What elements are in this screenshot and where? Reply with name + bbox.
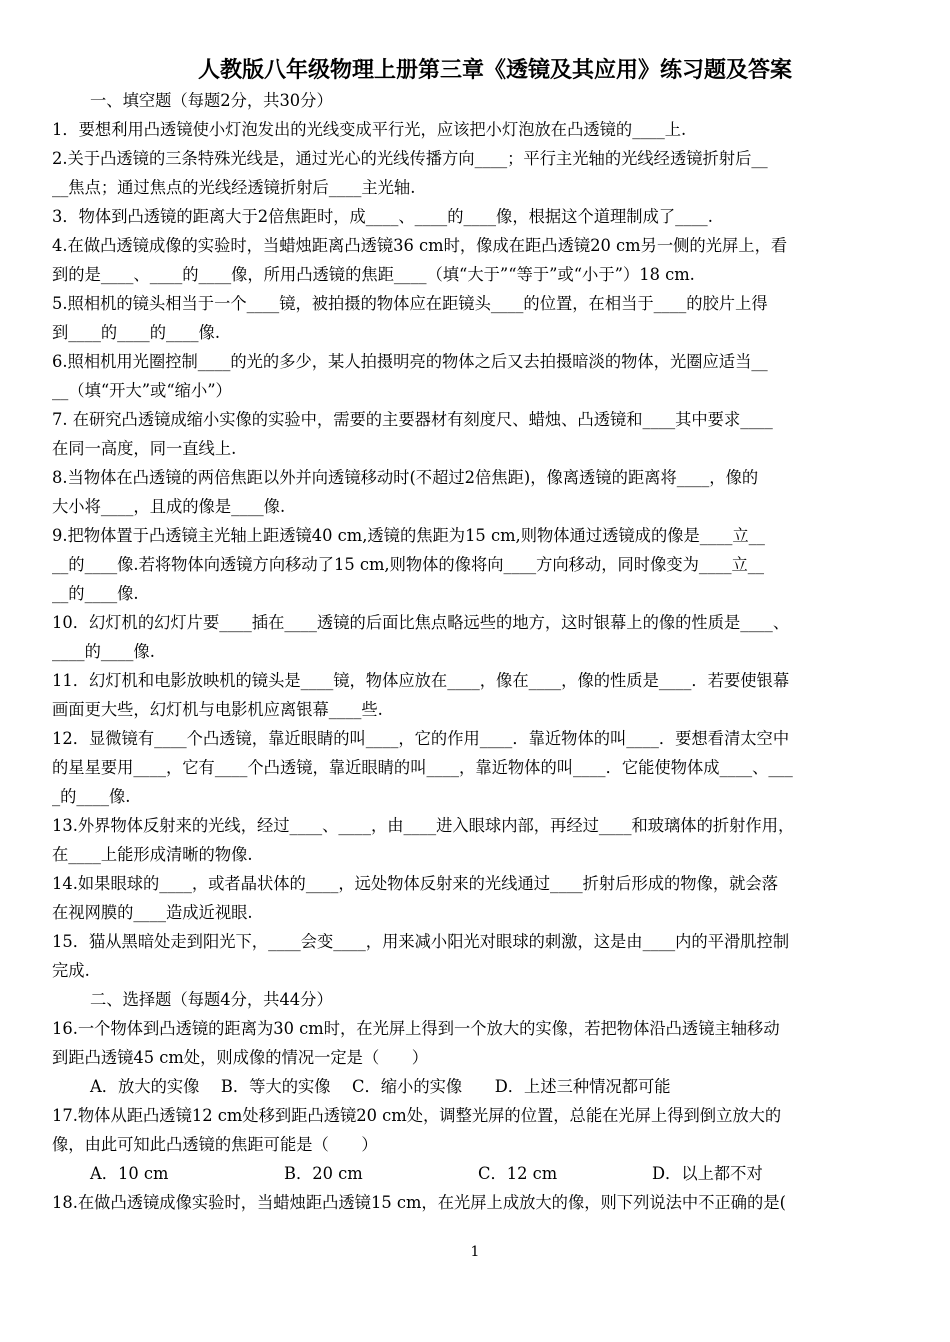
text-line: 在视网膜的____造成近视眼. bbox=[52, 903, 253, 922]
text-line: 到____的____的____像. bbox=[52, 323, 220, 342]
text-line: 10．幻灯机的幻灯片要____插在____透镜的后面比焦点略远些的地方，这时银幕上的像的性质是____、 bbox=[52, 613, 790, 632]
q17-option-a: A．10 cm bbox=[90, 1164, 169, 1183]
q17-option-d: D．以上都不对 bbox=[652, 1164, 763, 1183]
text-line: 15．猫从黑暗处走到阳光下，____会变____，用来减小阳光对眼球的刺激，这是由____内的平滑肌控制 bbox=[52, 932, 790, 951]
text-line: ____的____像. bbox=[52, 642, 155, 661]
text-line: 18.在做凸透镜成像实验时，当蜡烛距凸透镜15 cm，在光屏上成放大的像，则下列说法中不正确的是( bbox=[52, 1193, 786, 1212]
text-line: 2.关于凸透镜的三条特殊光线是，通过光心的光线传播方向____；平行主光轴的光线经透镜折射后__ bbox=[52, 149, 768, 168]
text-line: 11．幻灯机和电影放映机的镜头是____镜，物体应放在____，像在____，像的性质是____．若要使银幕 bbox=[52, 671, 790, 690]
section-heading-multiple-choice: 二、选择题（每题4分，共44分） bbox=[90, 990, 333, 1009]
text-line: 像，由此可知此凸透镜的焦距可能是（ ） bbox=[52, 1135, 378, 1154]
text-line: _的____像. bbox=[52, 787, 131, 806]
text-line: 5.照相机的镜头相当于一个____镜，被拍摄的物体应在距镜头____的位置，在相当于____的胶片上得 bbox=[52, 294, 768, 313]
text-line: 13.外界物体反射来的光线，经过____、____，由____进入眼球内部，再经过____和玻璃体的折射作用， bbox=[52, 816, 795, 835]
text-line: 9.把物体置于凸透镜主光轴上距透镜40 cm,透镜的焦距为15 cm,则物体通过透镜成的像是____立__ bbox=[52, 526, 765, 545]
text-line: 4.在做凸透镜成像的实验时，当蜡烛距离凸透镜36 cm时，像成在距凸透镜20 cm另一侧的光屏上，看 bbox=[52, 236, 788, 255]
text-line: __的____像. bbox=[52, 584, 139, 603]
text-line: 17.物体从距凸透镜12 cm处移到距凸透镜20 cm处，调整光屏的位置，总能在光屏上得到倒立放大的 bbox=[52, 1106, 782, 1125]
text-line: 在同一高度，同一直线上. bbox=[52, 439, 237, 458]
text-line: 8.当物体在凸透镜的两倍焦距以外并向透镜移动时(不超过2倍焦距)，像离透镜的距离将____，像的 bbox=[52, 468, 759, 487]
text-line: 16.一个物体到凸透镜的距离为30 cm时，在光屏上得到一个放大的实像，若把物体沿凸透镜主轴移动 bbox=[52, 1019, 780, 1038]
q17-option-b: B．20 cm bbox=[284, 1164, 363, 1183]
text-line: 14.如果眼球的____，或者晶状体的____，远处物体反射来的光线通过____折射后形成的物像，就会落 bbox=[52, 874, 778, 893]
text-line: 7. 在研究凸透镜成缩小实像的实验中，需要的主要器材有刻度尺、蜡烛、凸透镜和____其中要求____ bbox=[52, 410, 773, 429]
text-line: 画面更大些，幻灯机与电影机应离银幕____些. bbox=[52, 700, 383, 719]
q16-options: A．放大的实像 B．等大的实像 C．缩小的实像 D．上述三种情况都可能 bbox=[90, 1077, 671, 1096]
text-line: 大小将____，且成的像是____像. bbox=[52, 497, 286, 516]
text-line: __焦点；通过焦点的光线经透镜折射后____主光轴. bbox=[52, 178, 416, 197]
text-line: 完成. bbox=[52, 961, 90, 980]
page-number: 1 bbox=[470, 1244, 480, 1260]
text-line: 到距凸透镜45 cm处，则成像的情况一定是（ ） bbox=[52, 1048, 429, 1067]
q17-option-c: C．12 cm bbox=[478, 1164, 558, 1183]
text-line: 12．显微镜有____个凸透镜，靠近眼睛的叫____，它的作用____．靠近物体的叫____．要想看清太空中 bbox=[52, 729, 790, 748]
text-line: 的星星要用____，它有____个凸透镜，靠近眼睛的叫____，靠近物体的叫____．它能使物体成____、___ bbox=[52, 758, 793, 777]
text-line: 在____上能形成清晰的物像. bbox=[52, 845, 253, 864]
text-line: 到的是____、____的____像，所用凸透镜的焦距____（填“大于”“等于”或“小于”）18 cm. bbox=[52, 265, 695, 284]
text-line: __（填“开大”或“缩小”） bbox=[52, 381, 232, 400]
text-line: 6.照相机用光圈控制____的光的多少，某人拍摄明亮的物体之后又去拍摄暗淡的物体，光圈应适当__ bbox=[52, 352, 768, 371]
text-line: __的____像.若将物体向透镜方向移动了15 cm,则物体的像将向____方向移动，同时像变为____立__ bbox=[52, 555, 765, 574]
text-line: 1．要想利用凸透镜使小灯泡发出的光线变成平行光，应该把小灯泡放在凸透镜的____上. bbox=[52, 120, 687, 139]
q17-options bbox=[52, 1159, 902, 1188]
document-title: 人教版八年级物理上册第三章《透镜及其应用》练习题及答案 bbox=[197, 58, 792, 83]
section-heading-fill-blank: 一、填空题（每题2分，共30分） bbox=[90, 91, 333, 110]
document-body bbox=[52, 86, 902, 1217]
text-line: 3．物体到凸透镜的距离大于2倍焦距时，成____、____的____像，根据这个道理制成了____. bbox=[52, 207, 713, 226]
